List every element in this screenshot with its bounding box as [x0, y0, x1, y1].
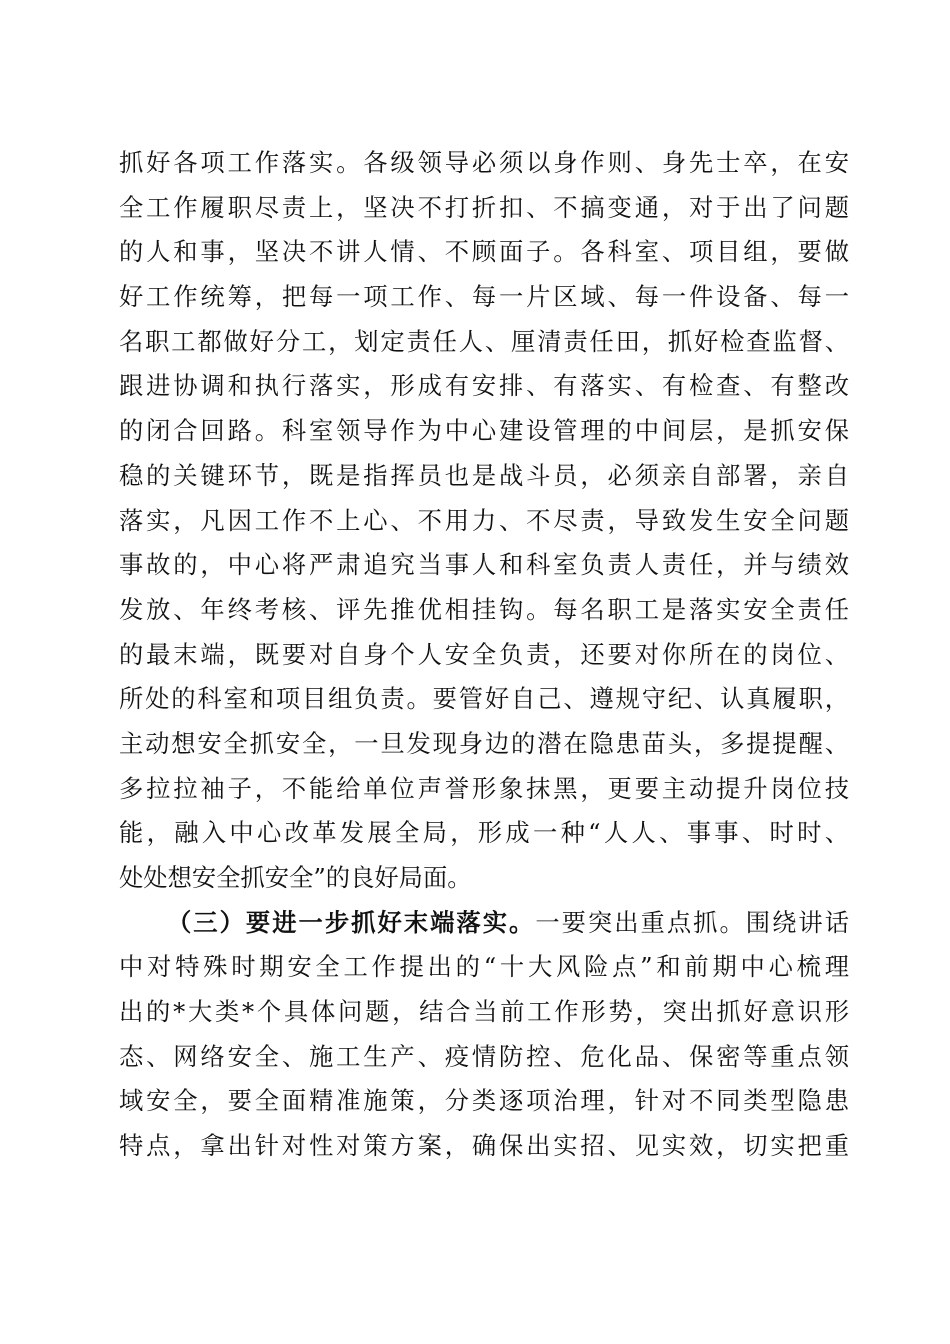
text-line-17: 处处想安全抓安全”的良好局面。 [119, 863, 472, 892]
text-line-3: 的人和事，坚决不讲人情、不顾面子。各科室、项目组，要做 [119, 237, 849, 267]
text-line-9: 落实，凡因工作不上心、不用力、不尽责，导致发生安全问题 [119, 505, 849, 535]
section-3-line-4: 态、网络安全、施工生产、疫情防控、危化品、保密等重点领 [119, 1041, 849, 1071]
body-text [119, 141, 849, 1169]
section-3-line-2: 中对特殊时期安全工作提出的“十大风险点”和前期中心梳理 [119, 952, 849, 982]
text-line-10: 事故的，中心将严肃追究当事人和科室负责人责任，并与绩效 [119, 550, 849, 580]
text-line-1: 抓好各项工作落实。各级领导必须以身作则、身先士卒，在安 [119, 148, 849, 177]
text-line-16: 能，融入中心改革发展全局，形成一种“人人、事事、时时、 [119, 818, 849, 848]
section-3-line-6: 特点，拿出针对性对策方案，确保出实招、见实效，切实把重 [119, 1131, 849, 1161]
text-line-12: 的最末端，既要对自身个人安全负责，还要对你所在的岗位、 [119, 639, 849, 669]
text-line-5: 名职工都做好分工，划定责任人、厘清责任田，抓好检查监督、 [119, 326, 849, 356]
section-3-heading: （三）要进一步抓好末端落实。 [167, 907, 536, 937]
section-3-line-3: 出的*大类*个具体问题，结合当前工作形势，突出抓好意识形 [119, 997, 849, 1027]
text-line-2: 全工作履职尽责上，坚决不打折扣、不搞变通，对于出了问题 [119, 192, 849, 222]
section-3-line-5: 域安全，要全面精准施策，分类逐项治理，针对不同类型隐患 [119, 1086, 849, 1116]
section-3-first-line-text: 一要突出重点抓。围绕讲话 [535, 907, 849, 937]
text-line-11: 发放、年终考核、评先推优相挂钩。每名职工是落实安全责任 [119, 594, 849, 624]
text-line-8: 稳的关键环节，既是指挥员也是战斗员，必须亲自部署，亲自 [119, 460, 849, 490]
text-line-14: 主动想安全抓安全，一旦发现身边的潜在隐患苗头，多提提醒、 [119, 728, 849, 758]
text-line-6: 跟进协调和执行落实，形成有安排、有落实、有检查、有整改 [119, 371, 849, 401]
text-line-4: 好工作统筹，把每一项工作、每一片区域、每一件设备、每一 [119, 282, 849, 312]
text-line-7: 的闭合回路。科室领导作为中心建设管理的中间层，是抓安保 [119, 416, 849, 446]
text-line-13: 所处的科室和项目组负责。要管好自己、遵规守纪、认真履职， [119, 684, 849, 714]
text-line-15: 多拉拉袖子，不能给单位声誉形象抹黑，更要主动提升岗位技 [119, 773, 849, 803]
section-3-first-line [119, 901, 849, 946]
